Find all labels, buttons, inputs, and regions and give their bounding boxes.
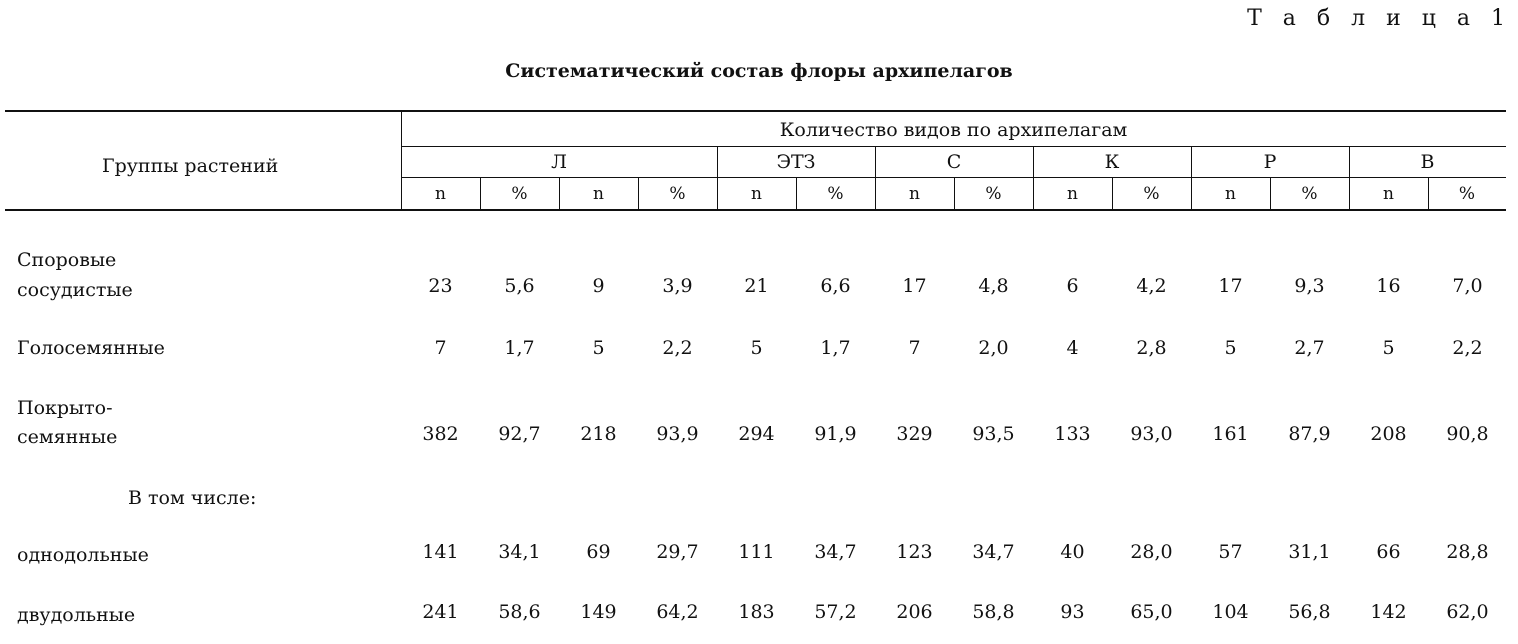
table-cell: 34,7 xyxy=(814,541,857,563)
subcolumn-header: n xyxy=(435,184,446,204)
subcolumn-header: n xyxy=(1225,184,1236,204)
table-cell: 57 xyxy=(1218,541,1243,563)
subcolumn-header: % xyxy=(1301,184,1318,204)
table-cell: 5 xyxy=(1224,337,1237,359)
table-cell: 87,9 xyxy=(1288,423,1331,445)
header-span-rule xyxy=(401,146,1506,147)
table-cell: 91,9 xyxy=(814,423,857,445)
table-cell: 65,0 xyxy=(1130,601,1173,623)
table-cell: 149 xyxy=(580,601,617,623)
row-label: семянные xyxy=(17,426,118,448)
subgroup-label: В том числе: xyxy=(128,487,257,509)
table-cell: 294 xyxy=(738,423,775,445)
table-cell: 241 xyxy=(422,601,459,623)
subcolumn-header: % xyxy=(1143,184,1160,204)
table-cell: 57,2 xyxy=(814,601,857,623)
table-cell: 93 xyxy=(1060,601,1085,623)
table-cell: 104 xyxy=(1212,601,1249,623)
subcolumn-header: % xyxy=(985,184,1002,204)
table-cell: 31,1 xyxy=(1288,541,1331,563)
table-cell: 4,8 xyxy=(978,275,1009,297)
table-cell: 6,6 xyxy=(820,275,851,297)
table-cell: 23 xyxy=(428,275,453,297)
table-cell: 7,0 xyxy=(1452,275,1483,297)
table-cell: 2,2 xyxy=(662,337,693,359)
table-cell: 9 xyxy=(592,275,605,297)
row-label: двудольные xyxy=(17,604,136,626)
archipelago-header: К xyxy=(1104,151,1120,173)
table-cell: 382 xyxy=(422,423,459,445)
table-cell: 141 xyxy=(422,541,459,563)
row-label: Покрыто- xyxy=(17,397,113,419)
table-cell: 58,8 xyxy=(972,601,1015,623)
table-cell: 208 xyxy=(1370,423,1407,445)
subcolumn-header: % xyxy=(669,184,686,204)
subcolumn-header: n xyxy=(593,184,604,204)
table-cell: 34,1 xyxy=(498,541,541,563)
row-label: сосудистые xyxy=(17,279,133,301)
table-cell: 161 xyxy=(1212,423,1249,445)
table-cell: 16 xyxy=(1376,275,1401,297)
table-cell: 29,7 xyxy=(656,541,699,563)
table-top-rule xyxy=(5,110,1506,112)
row-label-header: Группы растений xyxy=(102,155,279,177)
table-cell: 5 xyxy=(750,337,763,359)
row-label: Споровые xyxy=(17,249,117,271)
archipelago-header: С xyxy=(946,151,962,173)
table-cell: 2,0 xyxy=(978,337,1009,359)
archipelago-header: Р xyxy=(1263,151,1277,173)
subcolumn-header: n xyxy=(1383,184,1394,204)
table-cell: 64,2 xyxy=(656,601,699,623)
table-cell: 7 xyxy=(434,337,447,359)
table-cell: 2,2 xyxy=(1452,337,1483,359)
table-cell: 123 xyxy=(896,541,933,563)
table-cell: 2,8 xyxy=(1136,337,1167,359)
table-cell: 3,9 xyxy=(662,275,693,297)
table-cell: 183 xyxy=(738,601,775,623)
span-header: Количество видов по архипелагам xyxy=(779,119,1128,141)
table-cell: 58,6 xyxy=(498,601,541,623)
table-cell: 9,3 xyxy=(1294,275,1325,297)
table-cell: 90,8 xyxy=(1446,423,1489,445)
table-number-label: Т а б л и ц а 1 xyxy=(1247,6,1512,31)
table-cell: 206 xyxy=(896,601,933,623)
table-cell: 17 xyxy=(1218,275,1243,297)
table-cell: 34,7 xyxy=(972,541,1015,563)
table-cell: 5,6 xyxy=(504,275,535,297)
header-bottom-rule xyxy=(5,209,1506,211)
archipelago-header: ЭТЗ xyxy=(776,151,816,173)
table-cell: 1,7 xyxy=(504,337,535,359)
table-cell: 62,0 xyxy=(1446,601,1489,623)
archipelago-header: Л xyxy=(551,151,567,173)
table-cell: 1,7 xyxy=(820,337,851,359)
table-cell: 111 xyxy=(738,541,775,563)
table-cell: 5 xyxy=(1382,337,1395,359)
table-cell: 5 xyxy=(592,337,605,359)
row-label: однодольные xyxy=(17,544,149,566)
table-cell: 56,8 xyxy=(1288,601,1331,623)
table-cell: 2,7 xyxy=(1294,337,1325,359)
row-label: Голосемянные xyxy=(17,337,165,359)
table-cell: 69 xyxy=(586,541,611,563)
table-cell: 17 xyxy=(902,275,927,297)
subcolumn-header: % xyxy=(1458,184,1476,204)
table-cell: 28,8 xyxy=(1446,541,1489,563)
subcolumn-header: % xyxy=(511,184,528,204)
subcolumn-header: n xyxy=(909,184,920,204)
table-cell: 66 xyxy=(1376,541,1401,563)
table-cell: 7 xyxy=(908,337,921,359)
archipelago-header: В xyxy=(1420,151,1435,173)
table-cell: 218 xyxy=(580,423,617,445)
table-cell: 142 xyxy=(1370,601,1407,623)
table-cell: 92,7 xyxy=(498,423,541,445)
table-cell: 133 xyxy=(1054,423,1091,445)
table-cell: 93,9 xyxy=(656,423,699,445)
table-cell: 93,5 xyxy=(972,423,1015,445)
table-cell: 28,0 xyxy=(1130,541,1173,563)
table-cell: 40 xyxy=(1060,541,1085,563)
subcolumn-header: n xyxy=(751,184,762,204)
table-cell: 329 xyxy=(896,423,933,445)
table-cell: 21 xyxy=(744,275,769,297)
subcolumn-header: % xyxy=(827,184,844,204)
table-cell: 6 xyxy=(1066,275,1079,297)
subcolumn-header: n xyxy=(1067,184,1078,204)
table-cell: 4,2 xyxy=(1136,275,1167,297)
table-cell: 93,0 xyxy=(1130,423,1173,445)
table-cell: 4 xyxy=(1066,337,1079,359)
table-title: Систематический состав флоры архипелагов xyxy=(505,60,1013,82)
